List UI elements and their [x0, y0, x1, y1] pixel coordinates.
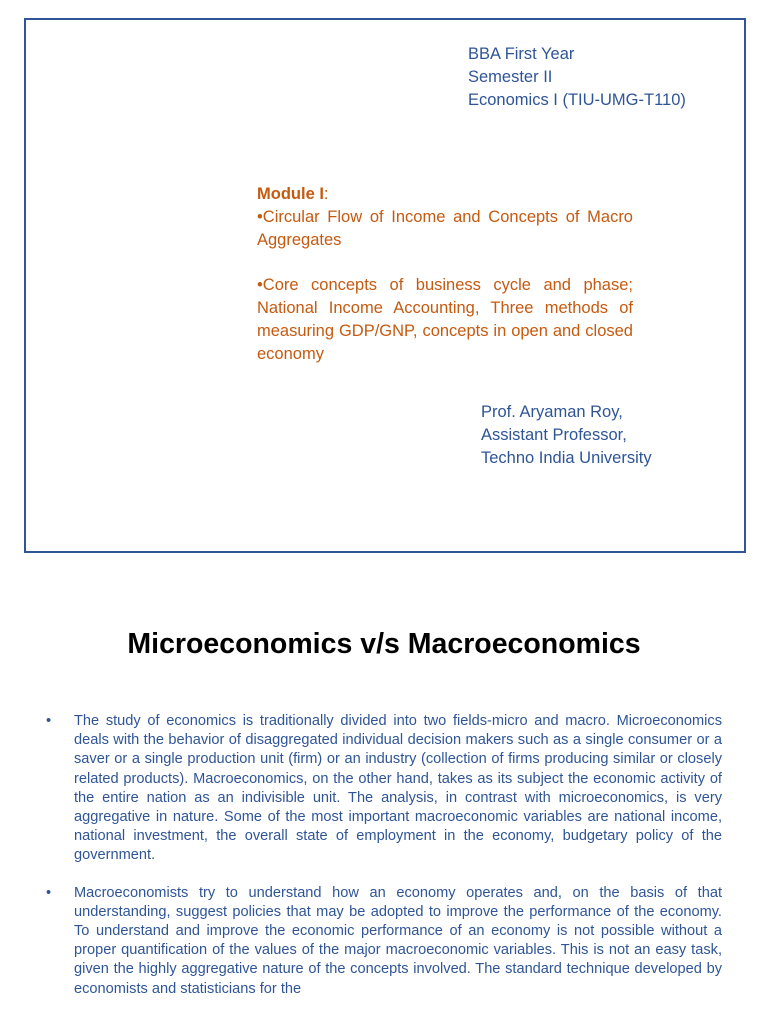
author-name: Prof. Aryaman Roy,: [481, 403, 623, 421]
bullet-item: [46, 712, 722, 866]
module-title-text: Module I: [257, 185, 324, 203]
module-block: [257, 183, 633, 366]
bullet-item: [46, 884, 722, 999]
bullet-icon: •: [46, 884, 52, 901]
slide-title: Microeconomics v/s Macroeconomics: [127, 628, 641, 660]
bullet-list: [46, 712, 722, 999]
bullet-text: Macroeconomists try to understand how an economy operates and, on the basis of that understanding, suggest policies that may be adopted to improve the performance of the economy. To understand and improve the economic performance of an economy is not possible without a proper quantification of the values of the major macroeconomic variables. This is not an easy task, given the highly aggregative nature of the concepts involved. The standard technique developed by economists and statisticians for the: [74, 884, 722, 997]
module-title: [257, 183, 633, 206]
bullet-text: The study of economics is traditionally divided into two fields-micro and macro. Microeconomics deals with the behavior of disaggregated individual decision makers such as a single consumer or a saver or a single production unit (firm) or an industry (collection of firms producing similar or closely related products). Macroeconomics, on the other hand, takes as its subject the economic activity of the entire nation as an indivisible unit. The analysis, in contrast with microeconomics, is very aggregative in nature. Some of the most important macroeconomic variables are national income, national investment, the overall state of employment in the economy, budgetary policy of the government.: [74, 713, 722, 864]
module-point-2: •Core concepts of business cycle and phase; National Income Accounting, Three methods of measuring GDP/GNP, concepts in open and closed economy: [257, 276, 633, 363]
title-slide: [24, 18, 746, 553]
course-subject: Economics I (TIU-UMG-T110): [468, 91, 686, 109]
module-point-1: •Circular Flow of Income and Concepts of Macro Aggregates: [257, 208, 633, 249]
bullet-icon: •: [46, 713, 52, 729]
course-info: [468, 43, 686, 112]
author-institution: Techno India University: [481, 449, 652, 467]
author-info: [481, 401, 652, 470]
course-program: BBA First Year: [468, 45, 575, 63]
author-position: Assistant Professor,: [481, 426, 627, 444]
course-semester: Semester II: [468, 68, 553, 86]
module-title-suffix: :: [323, 185, 329, 203]
